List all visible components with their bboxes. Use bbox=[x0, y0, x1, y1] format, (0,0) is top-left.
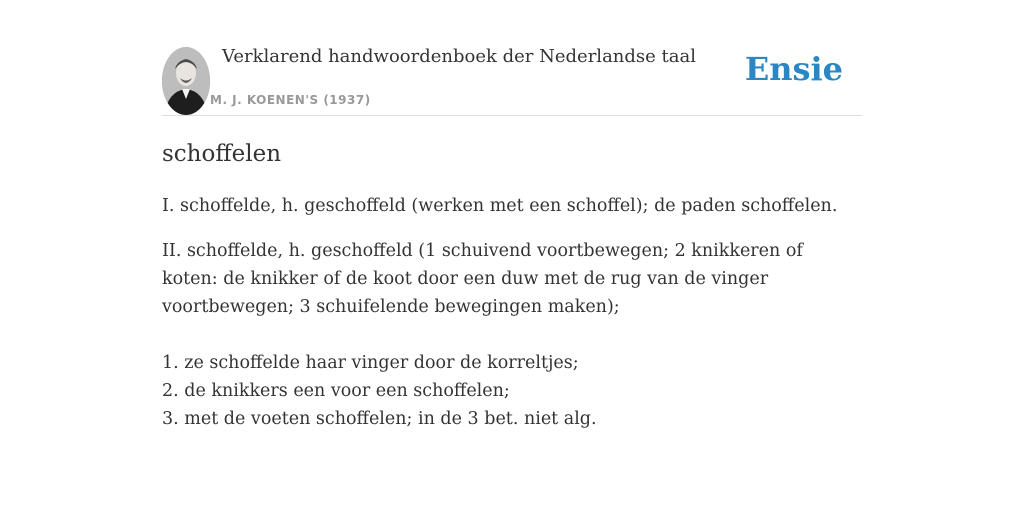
entry-sense: II. schoffelde, h. geschoffeld (1 schuivend voortbewegen; 2 knikkeren of koten: de knikker of de koot door een duw met de rug van de vinger voortbewegen; 3 schuifelende bewegingen maken); bbox=[162, 241, 803, 317]
ensie-logo-link[interactable]: Ensie bbox=[744, 50, 843, 88]
dictionary-header bbox=[162, 44, 862, 116]
portrait-image bbox=[162, 47, 210, 115]
example-line: 2. de knikkers een voor een schoffelen; bbox=[162, 381, 510, 401]
dictionary-title: Verklarend handwoordenboek der Nederlandse taal bbox=[222, 46, 696, 67]
entry-sense: I. schoffelde, h. geschoffeld (werken met een schoffel); de paden schoffelen. bbox=[162, 196, 838, 216]
author-portrait bbox=[162, 47, 210, 115]
example-line: 3. met de voeten schoffelen; in de 3 bet. niet alg. bbox=[162, 409, 597, 429]
entry-headword: schoffelen bbox=[162, 141, 282, 167]
entry-examples bbox=[162, 349, 862, 433]
dictionary-author: M. J. KOENEN'S (1937) bbox=[210, 93, 371, 107]
example-line: 1. ze schoffelde haar vinger door de korreltjes; bbox=[162, 353, 579, 373]
dictionary-entry bbox=[162, 138, 862, 433]
